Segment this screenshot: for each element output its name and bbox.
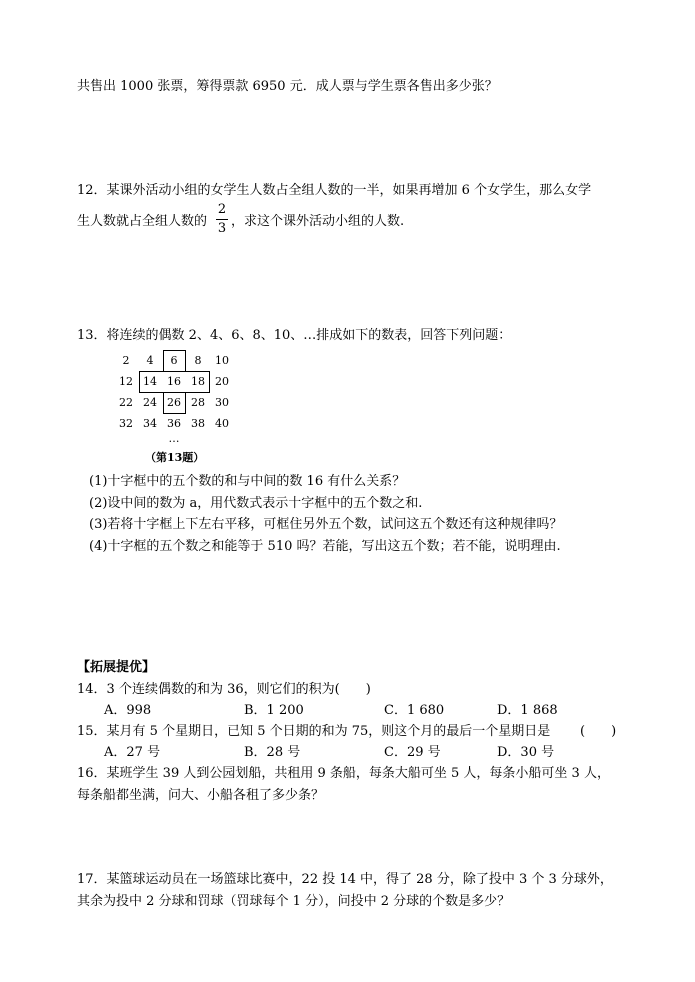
grid-cell: 20 (215, 375, 229, 388)
grid-cell: 38 (191, 417, 205, 430)
grid-cell: 32 (119, 417, 133, 430)
q12-line2-pre: 生人数就占全组人数的 (77, 214, 208, 229)
grid-cell: 2 (122, 354, 130, 367)
grid-cell: 40 (215, 417, 229, 430)
grid-cell: 24 (143, 396, 157, 409)
grid-cell: 36 (167, 417, 181, 430)
grid-cell: 26 (167, 396, 181, 409)
q15-option-b: B．28 号 (244, 745, 301, 760)
grid-cell: 30 (215, 396, 229, 409)
q13-part-4: (4)十字框的五个数之和能等于 510 吗？若能，写出这五个数；若不能，说明理由. (89, 539, 561, 554)
q13-stem: 13．将连续的偶数 2、4、6、8、10、…排成如下的数表，回答下列问题： (77, 328, 512, 343)
q16-line2: 每条船都坐满，问大、小船各租了多少条？ (77, 788, 325, 803)
q13-part-2: (2)设中间的数为 a，用代数式表示十字框中的五个数之和. (89, 496, 423, 511)
q14-option-b: B．1 200 (244, 703, 304, 718)
q15-option-c: C．29 号 (384, 745, 441, 760)
grid-cell: 8 (194, 354, 202, 367)
grid-cell: 4 (146, 354, 154, 367)
q12-fraction-numerator: 2 (217, 202, 227, 217)
q14-option-a: A．998 (104, 703, 152, 718)
q13-part-3: (3)若将十字框上下左右平移，可框住另外五个数，试问这五个数还有这种规律吗？ (89, 517, 563, 532)
cross-frame-bottom (163, 392, 186, 414)
q15-stem: 15．某月有 5 个星期日，已知 5 个日期的和为 75，则这个月的最后一个星期日是 (77, 724, 551, 739)
cross-frame-top (163, 350, 186, 372)
q14-stem: 14．3 个连续偶数的和为 36，则它们的积为( ) (77, 682, 371, 697)
q12-fraction-bar (216, 219, 228, 220)
q15-bracket: ( ) (580, 724, 617, 739)
grid-cell: 10 (215, 354, 229, 367)
q17-line2: 其余为投中 2 分球和罚球（罚球每个 1 分），问投中 2 分球的个数是多少？ (77, 894, 511, 909)
cross-frame-middle (139, 371, 210, 393)
q12-line1: 12．某课外活动小组的女学生人数占全组人数的一半，如果再增加 6 个女学生，那么女学 (77, 183, 592, 198)
section-title: 【拓展提优】 (77, 660, 156, 675)
grid-cell: 16 (167, 375, 181, 388)
grid-cell: 22 (119, 396, 133, 409)
q16-line1: 16．某班学生 39 人到公园划船，共租用 9 条船，每条大船可坐 5 人，每条小船可坐 3 人， (77, 766, 610, 781)
grid-cell: 6 (170, 354, 178, 367)
grid-ellipsis: … (168, 432, 180, 445)
q11-tail-text: 共售出 1000 张票，筹得票款 6950 元．成人票与学生票各售出多少张？ (77, 79, 498, 94)
q17-line1: 17．某篮球运动员在一场篮球比赛中，22 投 14 中，得了 28 分，除了投中 3 个 3 分球外， (77, 872, 613, 887)
grid-cell: 14 (143, 375, 157, 388)
grid-cell: 34 (143, 417, 157, 430)
q12-fraction-denominator: 3 (217, 221, 227, 236)
figure-caption: （第13题） (145, 451, 205, 464)
q15-option-d: D．30 号 (497, 745, 555, 760)
q12-line2-post: ，求这个课外活动小组的人数. (231, 214, 405, 229)
grid-cell: 18 (191, 375, 205, 388)
q15-option-a: A．27 号 (104, 745, 161, 760)
q14-option-c: C．1 680 (384, 703, 445, 718)
q13-part-1: (1)十字框中的五个数的和与中间的数 16 有什么关系？ (89, 474, 406, 489)
grid-cell: 12 (119, 375, 133, 388)
q14-option-d: D．1 868 (497, 703, 558, 718)
grid-cell: 28 (191, 396, 205, 409)
